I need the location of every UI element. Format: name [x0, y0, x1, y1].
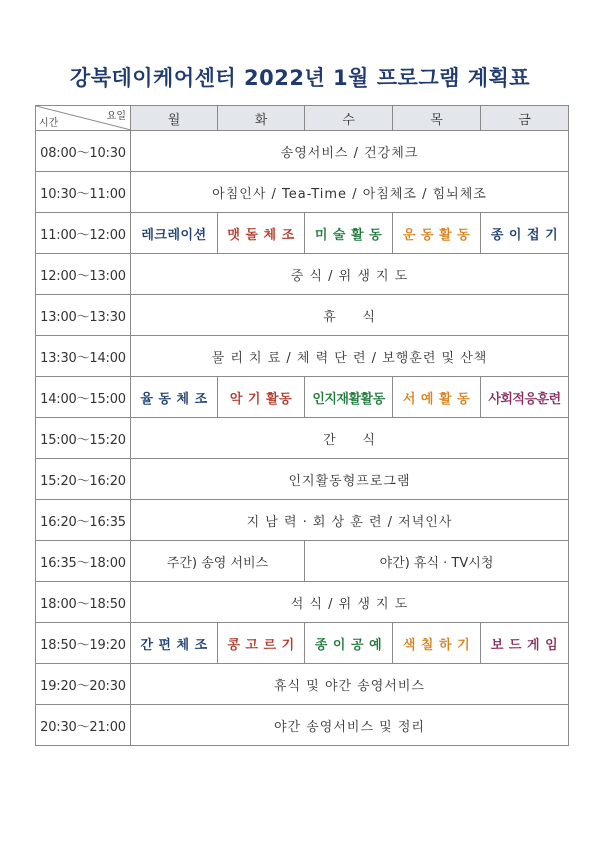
table-row: [36, 418, 569, 459]
activity-cell-wed: 종 이 공 예: [305, 623, 393, 664]
activity-cell: 휴식 및 야간 송영서비스: [131, 664, 569, 705]
time-cell: 19:20～20:30: [36, 664, 131, 705]
table-row: [36, 623, 569, 664]
table-row: [36, 254, 569, 295]
day-header-thu: 목: [393, 106, 481, 131]
time-cell: 13:00～13:30: [36, 295, 131, 336]
time-cell: 20:30～21:00: [36, 705, 131, 746]
table-row: [36, 541, 569, 582]
table-row: [36, 131, 569, 172]
table-row: [36, 295, 569, 336]
activity-cell: 인지활동형프로그램: [131, 459, 569, 500]
activity-cell: 물 리 치 료 / 체 력 단 련 / 보행훈련 및 산책: [131, 336, 569, 377]
activity-cell-wed: 미 술 활 동: [305, 213, 393, 254]
table-row: [36, 459, 569, 500]
time-cell: 15:20～16:20: [36, 459, 131, 500]
activity-cell-night: 야간) 휴식 · TV시청: [305, 541, 569, 582]
table-row: [36, 172, 569, 213]
time-cell: 16:35～18:00: [36, 541, 131, 582]
activity-cell-tue: 악 기 활동: [218, 377, 305, 418]
activity-cell: 휴 식: [131, 295, 569, 336]
corner-time-label: 시간: [39, 118, 59, 129]
activity-cell-tue: 맷 돌 체 조: [218, 213, 305, 254]
day-header-wed: 수: [305, 106, 393, 131]
activity-cell-thu: 색 칠 하 기: [393, 623, 481, 664]
activity-cell: 중 식 / 위 생 지 도: [131, 254, 569, 295]
day-header-fri: 금: [481, 106, 569, 131]
table-row: [36, 664, 569, 705]
activity-cell-tue: 콩 고 르 기: [218, 623, 305, 664]
activity-cell: 야간 송영서비스 및 정리: [131, 705, 569, 746]
day-header-tue: 화: [218, 106, 305, 131]
time-cell: 10:30～11:00: [36, 172, 131, 213]
day-header-mon: 월: [131, 106, 218, 131]
activity-cell-mon: 레크레이션: [131, 213, 218, 254]
activity-cell: 석 식 / 위 생 지 도: [131, 582, 569, 623]
activity-cell: 송영서비스 / 건강체크: [131, 131, 569, 172]
activity-cell-fri: 보 드 게 임: [481, 623, 569, 664]
table-row: [36, 336, 569, 377]
time-cell: 18:00～18:50: [36, 582, 131, 623]
time-cell: 11:00～12:00: [36, 213, 131, 254]
activity-cell-thu: 서 예 활 동: [393, 377, 481, 418]
table-row: [36, 213, 569, 254]
activity-cell-mon: 간 편 체 조: [131, 623, 218, 664]
corner-day-label: 요일: [106, 111, 126, 122]
activity-cell-mon: 율 동 체 조: [131, 377, 218, 418]
header-row: [36, 106, 569, 131]
activity-cell: 아침인사 / Tea-Time / 아침체조 / 힘뇌체조: [131, 172, 569, 213]
table-row: [36, 377, 569, 418]
corner-cell: [36, 106, 131, 131]
table-row: [36, 705, 569, 746]
activity-cell-wed: 인지재활활동: [305, 377, 393, 418]
time-cell: 16:20～16:35: [36, 500, 131, 541]
activity-cell-thu: 운 동 활 동: [393, 213, 481, 254]
time-cell: 12:00～13:00: [36, 254, 131, 295]
activity-cell: 지 남 력 · 회 상 훈 련 / 저녁인사: [131, 500, 569, 541]
time-cell: 13:30～14:00: [36, 336, 131, 377]
time-cell: 08:00～10:30: [36, 131, 131, 172]
table-row: [36, 500, 569, 541]
activity-cell-fri: 종 이 접 기: [481, 213, 569, 254]
page-title: 강북데이케어센터 2022년 1월 프로그램 계획표: [69, 66, 531, 90]
time-cell: 14:00～15:00: [36, 377, 131, 418]
schedule-table: [35, 105, 569, 746]
time-cell: 15:00～15:20: [36, 418, 131, 459]
activity-cell-day: 주간) 송영 서비스: [131, 541, 305, 582]
activity-cell-fri: 사회적응훈련: [481, 377, 569, 418]
time-cell: 18:50～19:20: [36, 623, 131, 664]
table-row: [36, 582, 569, 623]
activity-cell: 간 식: [131, 418, 569, 459]
